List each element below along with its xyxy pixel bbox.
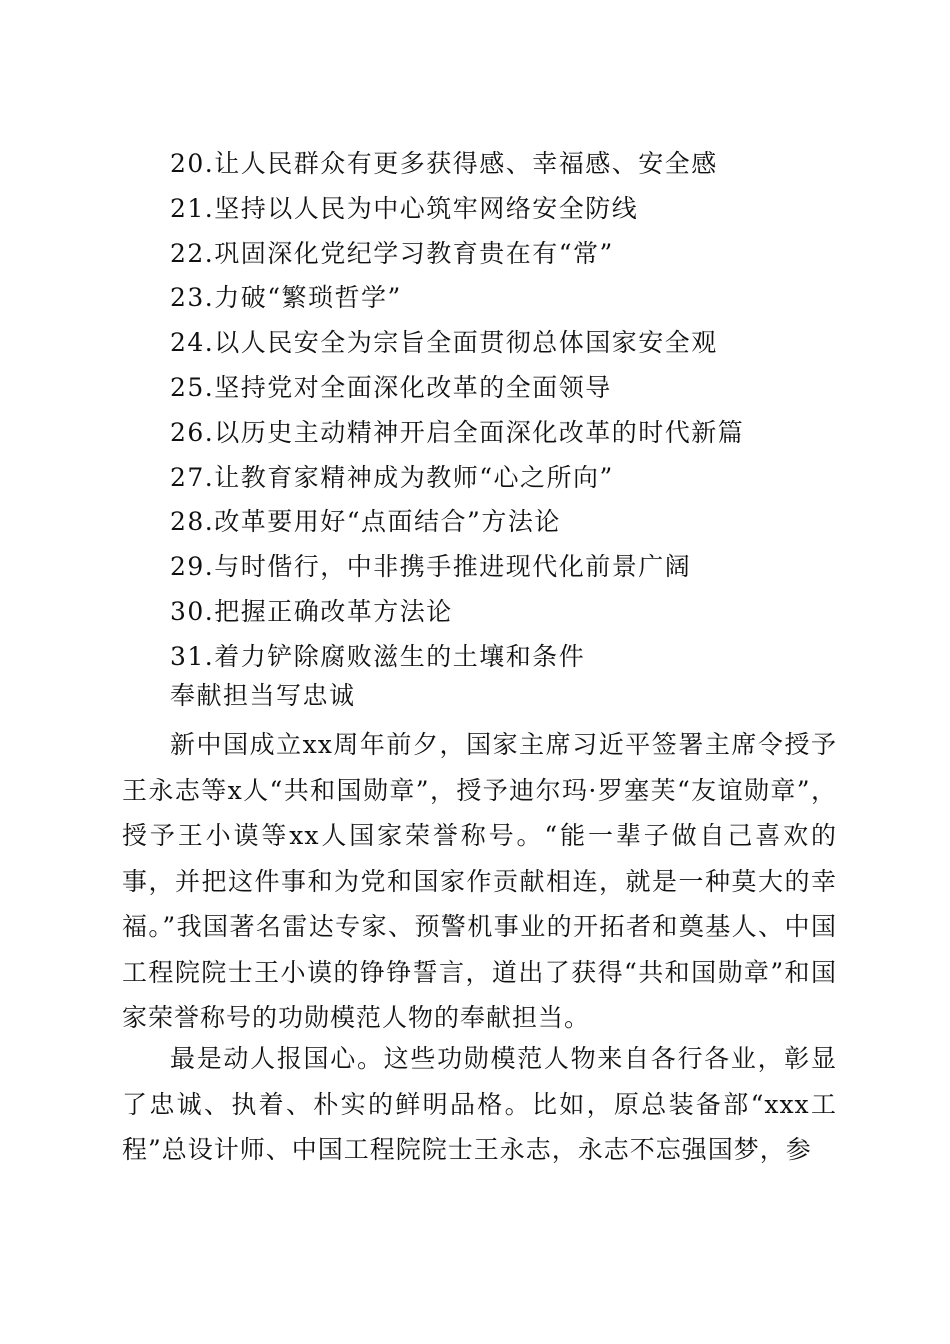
list-item: 28.改革要用好“点面结合”方法论 — [170, 507, 561, 537]
article-paragraph: 新中国成立xx周年前夕，国家主席习近平签署主席令授予王永志等x人“共和国勋章”，授予迪尔玛·罗塞芙“友谊勋章”，授予王小谟等xx人国家荣誉称号。“能一辈子做自己喜欢的事，并把这件事和为党和国家作贡献相连，就是一种莫大的幸福。”我国著名雷达专家、预警机事业的开拓者和奠基人、中国工程院院士王小谟的铮铮誓言，道出了获得“共和国勋章”和国家荣誉称号的功勋模范人物的奉献担当。 — [122, 730, 837, 1032]
list-item: 30.把握正确改革方法论 — [170, 596, 453, 626]
article-paragraph: 最是动人报国心。这些功勋模范人物来自各行各业，彰显了忠诚、执着、朴实的鲜明品格。比如，原总装备部“xxx工程”总设计师、中国工程院院士王永志，永志不忘强国梦，参 — [122, 1044, 837, 1164]
list-item: 20.让人民群众有更多获得感、幸福感、安全感 — [170, 149, 718, 178]
list-item: 27.让教育家精神成为教师“心之所向” — [170, 462, 614, 492]
title-list — [170, 142, 744, 680]
list-item: 23.力破“繁琐哲学” — [170, 283, 402, 313]
list-item: 26.以历史主动精神开启全面深化改革的时代新篇 — [170, 417, 745, 447]
list-item: 22.巩固深化党纪学习教育贵在有“常” — [170, 238, 614, 268]
list-item: 24.以人民安全为宗旨全面贯彻总体国家安全观 — [170, 328, 718, 358]
list-item: 25.坚持党对全面深化改革的全面领导 — [170, 372, 612, 402]
list-item: 29.与时偕行，中非携手推进现代化前景广阔 — [170, 552, 692, 582]
list-item: 31.着力铲除腐败滋生的土壤和条件 — [170, 641, 586, 671]
article-title: 奉献担当写忠诚 — [170, 681, 356, 710]
list-item: 21.坚持以人民为中心筑牢网络安全防线 — [170, 193, 639, 223]
